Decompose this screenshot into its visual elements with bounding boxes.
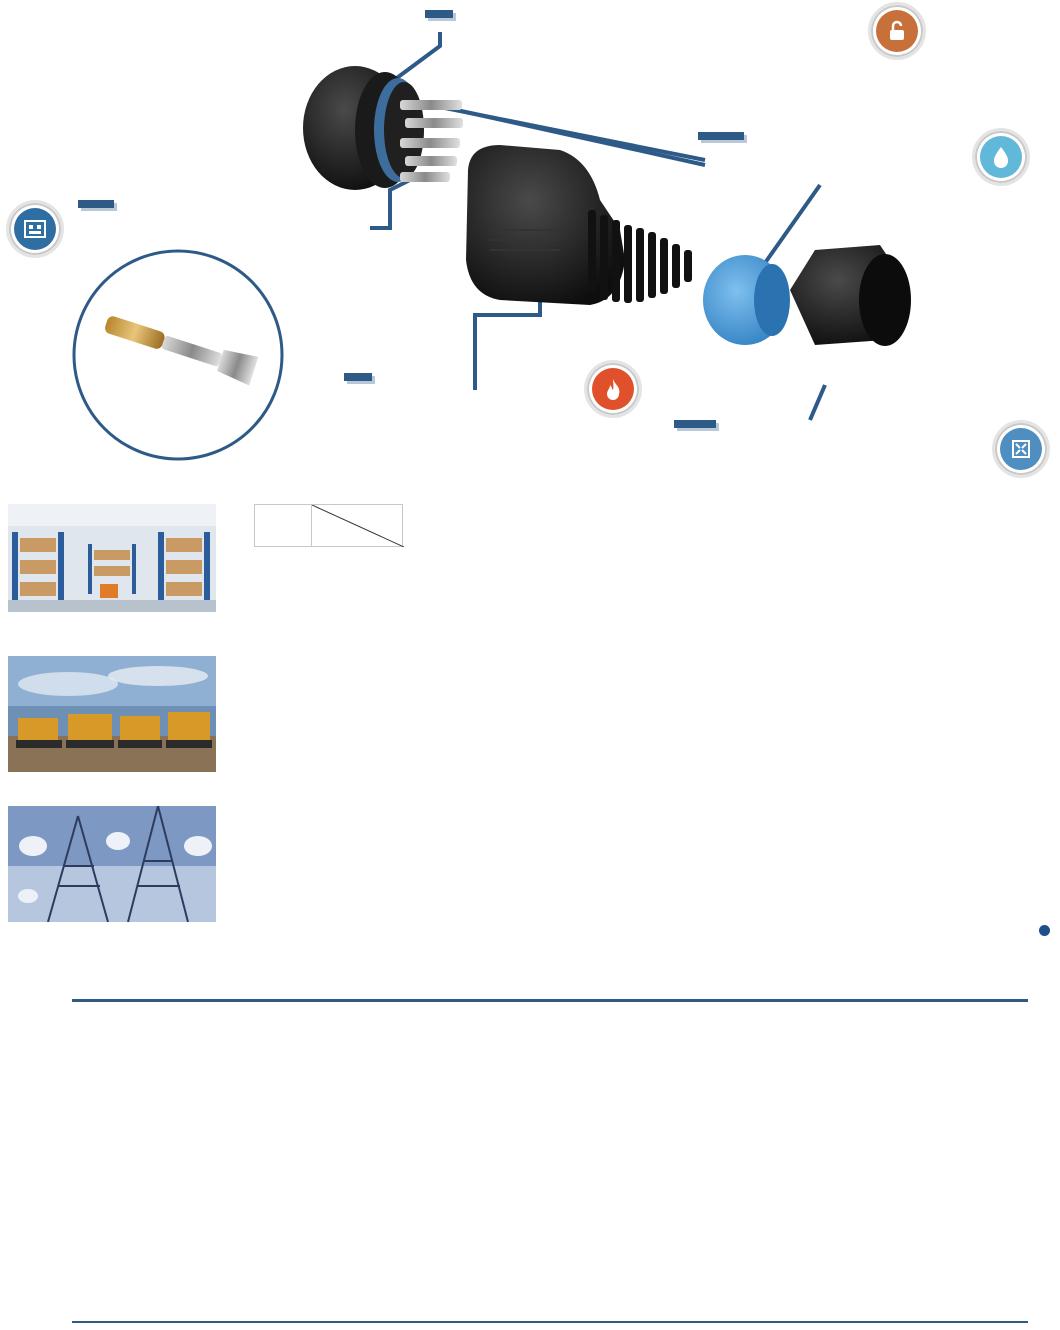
callout-ip67 xyxy=(698,132,744,140)
lock-icon xyxy=(868,2,926,60)
hex-nut xyxy=(790,245,911,346)
callout-crimp-terminal xyxy=(78,200,114,208)
plug-body xyxy=(466,145,692,305)
product-hero xyxy=(0,0,1060,470)
receptacle-part xyxy=(303,66,463,190)
bulldozers-photo xyxy=(8,656,216,772)
pin-current-header xyxy=(312,505,403,547)
spec-bottom-rule xyxy=(72,1321,1028,1323)
flame-icon xyxy=(584,360,642,418)
callout-hex-nut xyxy=(674,420,716,428)
table-header-row xyxy=(255,505,403,547)
callout-screw-thread xyxy=(425,10,453,18)
antenna-towers-photo xyxy=(8,806,216,922)
warehouse-photo xyxy=(8,504,216,612)
callout-ul94 xyxy=(344,373,372,381)
available-dot-icon xyxy=(1039,925,1050,936)
spec-top-rule xyxy=(72,999,1028,1002)
terminal-block-icon xyxy=(6,200,64,258)
crimp-terminal-inset xyxy=(74,251,282,459)
blue-seal xyxy=(703,255,790,345)
size-header xyxy=(255,505,312,547)
water-drop-icon xyxy=(972,128,1030,186)
contact-configuration-table xyxy=(254,504,403,547)
connector-illustration xyxy=(0,0,1060,470)
availability-legend xyxy=(1039,925,1056,936)
expand-arrows-icon xyxy=(992,420,1050,478)
